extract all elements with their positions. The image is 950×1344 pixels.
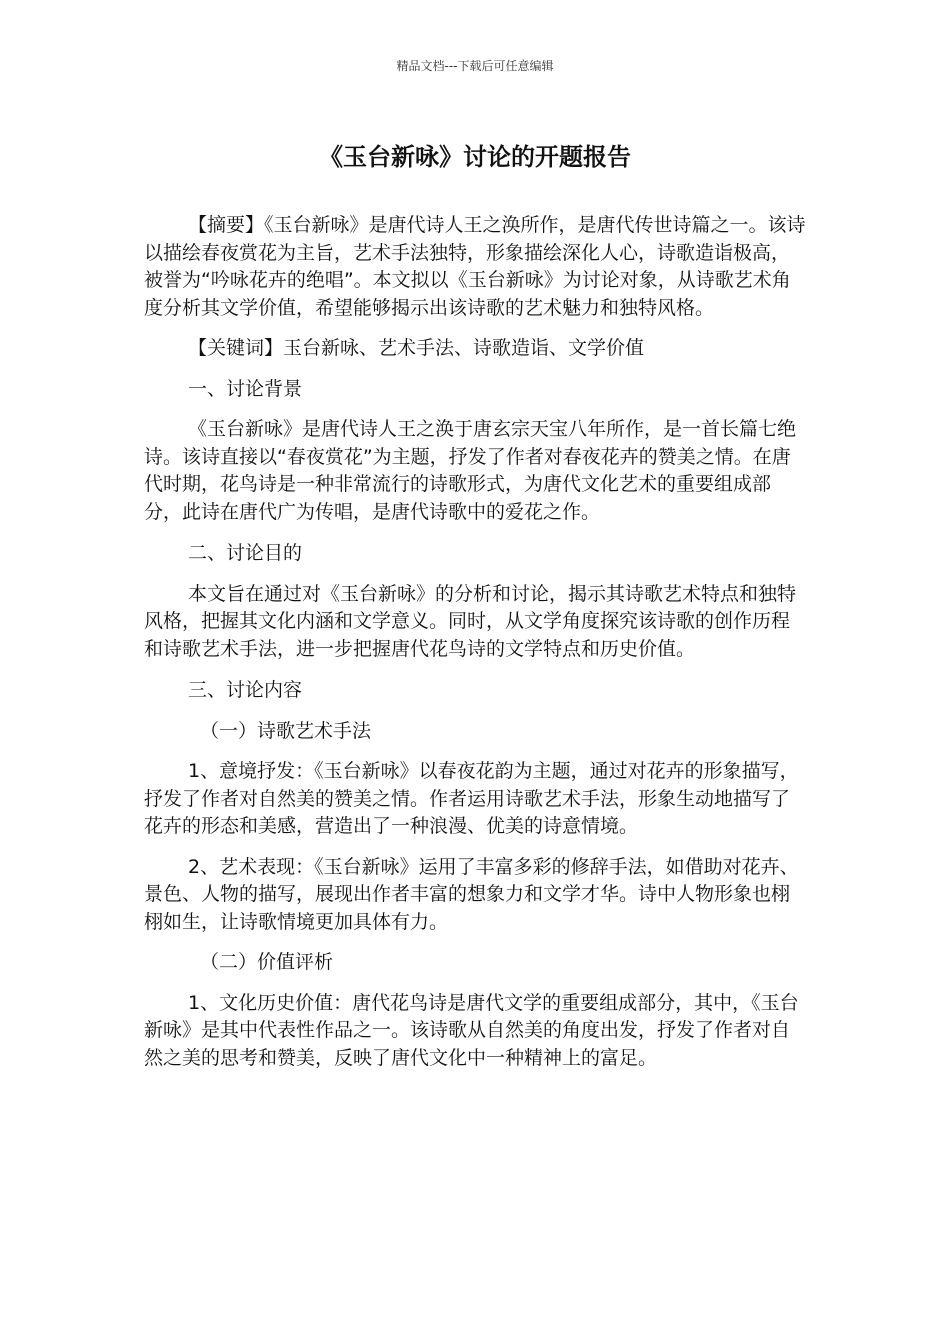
art-technique-paragraph-1: 1、意境抒发：《玉台新咏》以春夜花韵为主题，通过对花卉的形象描写，抒发了作者对自然美的赞美之情。作者运用诗歌艺术手法，形象生动地描写了花卉的形态和美感，营造出了一种浪漫、优美的诗意情境。	[144, 760, 799, 837]
abstract-paragraph: 【摘要】《玉台新咏》是唐代诗人王之涣所作，是唐代传世诗篇之一。该诗以描绘春夜赏花为主旨，艺术手法独特，形象描绘深化人心，诗歌造诣极高，被誉为“吟咏花卉的绝唱”。本文拟以《玉台新咏》为讨论对象，从诗歌艺术角度分析其文学价值，希望能够揭示出该诗歌的艺术魅力和独特风格。	[144, 214, 806, 319]
subsection-heading-value: （二）价值评析	[200, 951, 334, 973]
document-body	[144, 212, 806, 1072]
keywords-paragraph: 【关键词】玉台新咏、艺术手法、诗歌造诣、文学价值	[188, 337, 645, 359]
background-paragraph: 《玉台新咏》是唐代诗人王之涣于唐玄宗天宝八年所作，是一首长篇七绝诗。该诗直接以“春夜赏花”为主题，抒发了作者对春夜花卉的赞美之情。在唐代时期，花鸟诗是一种非常流行的诗歌形式，为唐代文化艺术的重要组成部分，此诗在唐代广为传唱，是唐代诗歌中的爱花之作。	[144, 418, 797, 523]
section-heading-background: 一、讨论背景	[188, 377, 303, 400]
section-heading-purpose: 二、讨论目的	[188, 542, 303, 564]
value-paragraph-1: 1、文化历史价值：唐代花鸟诗是唐代文学的重要组成部分，其中，《玉台新咏》是其中代表性作品之一。该诗歌从自然美的角度出发，抒发了作者对自然之美的思考和赞美，反映了唐代文化中一种精神上的富足。	[144, 991, 799, 1069]
art-technique-paragraph-2: 2、艺术表现：《玉台新咏》运用了丰富多彩的修辞手法，如借助对花卉、景色、人物的描写，展现出作者丰富的想象力和文学才华。诗中人物形象也栩栩如生，让诗歌情境更加具体有力。	[144, 855, 799, 933]
section-heading-content: 三、讨论内容	[188, 679, 303, 701]
purpose-paragraph: 本文旨在通过对《玉台新咏》的分析和讨论，揭示其诗歌艺术特点和独特风格，把握其文化内涵和文学意义。同时，从文学角度探究该诗歌的创作历程和诗歌艺术手法，进一步把握唐代花鸟诗的文学特点和历史价值。	[144, 582, 797, 660]
document-title: 《玉台新咏》讨论的开题报告	[319, 143, 631, 171]
page-header: 精品文档---下载后可任意编辑	[396, 59, 554, 73]
subsection-heading-art: （一）诗歌艺术手法	[200, 719, 372, 742]
